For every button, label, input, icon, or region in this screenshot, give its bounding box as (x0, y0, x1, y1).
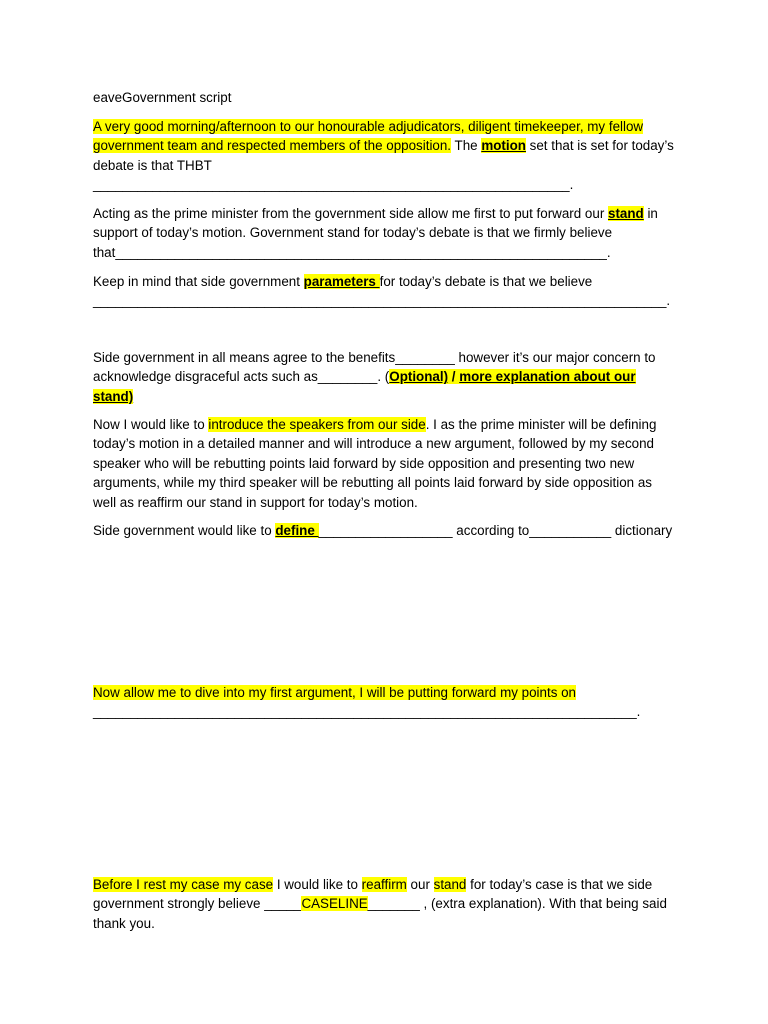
paragraph-speakers (93, 415, 678, 512)
paragraph-define (93, 521, 678, 540)
greeting-highlight: A very good morning/afternoon to our honourable adjudicators, diligent timekeeper, my fellow government team and respected members of the opposition. (93, 119, 644, 154)
speakers-highlight: introduce the speakers from our side (208, 417, 426, 432)
slash-separator: / (448, 369, 460, 385)
greeting-text-2: set that is set for today’s debate is that THBT (93, 138, 674, 173)
paragraph-closing (93, 875, 678, 933)
parameters-text-2: for today’s debate is that we believe (379, 274, 593, 289)
paragraph-parameters (93, 272, 678, 311)
more-explanation-keyword: more explanation about our stand) (93, 369, 636, 404)
define-text: Side government would like to (93, 523, 276, 538)
paragraph-greeting (93, 117, 678, 195)
define-keyword: define (275, 523, 319, 538)
greeting-text: The (451, 138, 482, 154)
closing-text-3: for today’s case is that we side government strongly believe _____ (93, 877, 653, 912)
stand-keyword: stand (608, 206, 644, 221)
document-title: eaveGovernment script (93, 90, 232, 105)
caseline-keyword: CASELINE (301, 896, 368, 912)
motion-keyword: motion (481, 138, 526, 154)
paragraph-benefits (93, 348, 678, 406)
speakers-text-2: . I as the prime minister will be defining today’s motion in a detailed manner and will introduce a new argument, followed by my second speaker who will be rebutting points laid forward by side opposition and presenting two new arguments, while my third speaker will be rebutting all points laid forward by side opposition as well as reaffirm our stand in support for today’s motion. (93, 417, 657, 510)
first-argument-blank: _________________________________________________________________________. (93, 704, 641, 720)
paragraph-first-argument (93, 683, 678, 722)
benefits-text: Side government in all means agree to the benefits________ however it’s our major concern to acknowledge disgraceful acts such as________. ( (93, 350, 656, 385)
motion-blank: ________________________________________________________________. (93, 177, 574, 193)
define-text-2: __________________ according to___________ dictionary (318, 523, 673, 538)
stand-text-2: in support of today’s motion. Government stand for today’s debate is that we firmly believe that (93, 206, 658, 260)
speakers-text: Now I would like to (93, 417, 209, 432)
optional-keyword: Optional) (389, 369, 449, 385)
closing-highlight: Before I rest my case my case (93, 877, 274, 892)
parameters-blank: _____________________________________________________________________________. (93, 293, 671, 309)
parameters-text: Keep in mind that side government (93, 274, 304, 289)
closing-text-4: _______ , (extra explanation). With that being said thank you. (93, 896, 667, 931)
first-argument-highlight: Now allow me to dive into my first argument, I will be putting forward my points on (93, 685, 577, 700)
closing-text: I would like to (273, 877, 362, 892)
parameters-keyword: parameters (303, 274, 380, 289)
closing-text-2: our (406, 877, 434, 892)
stand-text: Acting as the prime minister from the government side allow me first to put forward our (93, 206, 609, 221)
closing-stand-keyword: stand (433, 877, 467, 892)
paragraph-stand (93, 204, 678, 262)
stand-blank: __________________________________________________________________. (115, 244, 611, 260)
reaffirm-keyword: reaffirm (361, 877, 407, 892)
